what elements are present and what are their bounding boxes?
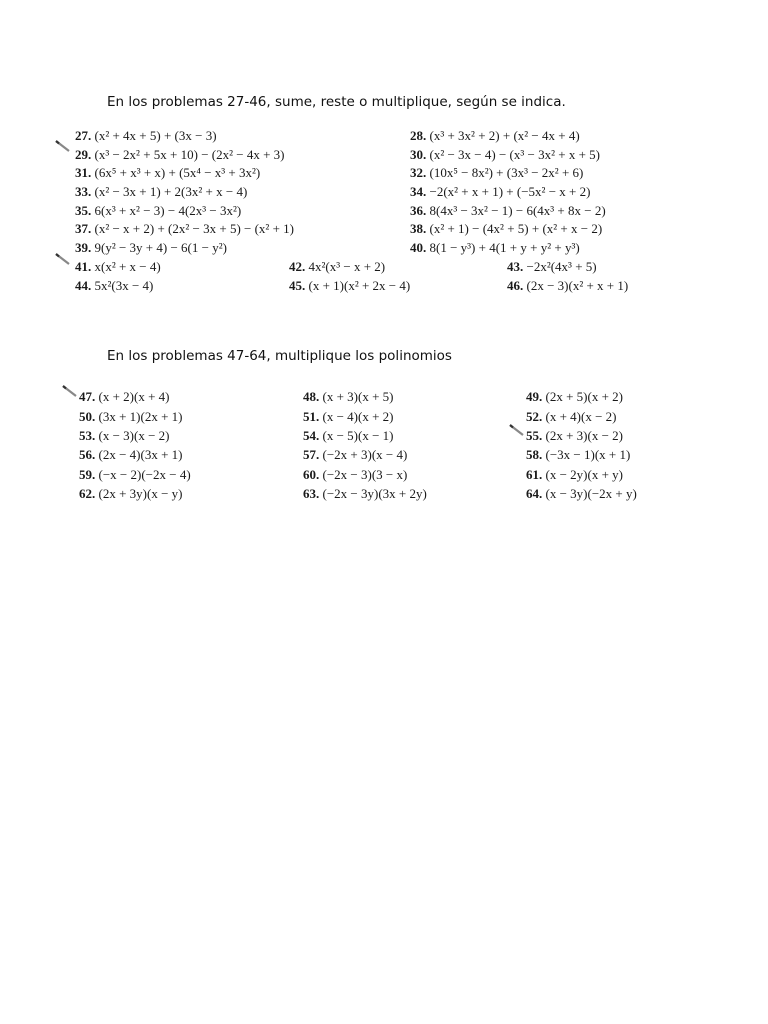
problem-47: 47. (x + 2)(x + 4) (79, 389, 170, 404)
problem-62: 62. (2x + 3y)(x − y) (79, 486, 183, 501)
problem-48: 48. (x + 3)(x + 5) (303, 389, 394, 404)
problem-27: 27. (x² + 4x + 5) + (3x − 3) (75, 128, 217, 143)
problem-38: 38. (x² + 1) − (4x² + 5) + (x² + x − 2) (410, 221, 603, 236)
problem-57: 57. (−2x + 3)(x − 4) (303, 447, 408, 462)
problem-34: 34. −2(x² + x + 1) + (−5x² − x + 2) (410, 184, 591, 199)
pencil-icon (54, 139, 72, 153)
problem-50: 50. (3x + 1)(2x + 1) (79, 409, 183, 424)
problem-37: 37. (x² − x + 2) + (2x² − 3x + 5) − (x² + 1) (75, 221, 294, 236)
section1-heading: En los problemas 27-46, sume, reste o multiplique, según se indica. (107, 94, 566, 110)
problem-58: 58. (−3x − 1)(x + 1) (526, 447, 631, 462)
problem-49: 49. (2x + 5)(x + 2) (526, 389, 623, 404)
problem-45: 45. (x + 1)(x² + 2x − 4) (289, 278, 411, 293)
problem-46: 46. (2x − 3)(x² + x + 1) (507, 278, 629, 293)
problem-42: 42. 4x²(x³ − x + 2) (289, 259, 386, 274)
problem-39: 39. 9(y² − 3y + 4) − 6(1 − y²) (75, 240, 227, 255)
problem-60: 60. (−2x − 3)(3 − x) (303, 467, 408, 482)
problem-63: 63. (−2x − 3y)(3x + 2y) (303, 486, 427, 501)
problem-29: 29. (x³ − 2x² + 5x + 10) − (2x² − 4x + 3) (75, 147, 285, 162)
problem-53: 53. (x − 3)(x − 2) (79, 428, 170, 443)
problem-51: 51. (x − 4)(x + 2) (303, 409, 394, 424)
problem-64: 64. (x − 3y)(−2x + y) (526, 486, 637, 501)
problem-59: 59. (−x − 2)(−2x − 4) (79, 467, 191, 482)
problem-41: 41. x(x² + x − 4) (75, 259, 161, 274)
section2-heading: En los problemas 47-64, multiplique los polinomios (107, 348, 452, 364)
problem-40: 40. 8(1 − y³) + 4(1 + y + y² + y³) (410, 240, 580, 255)
problem-32: 32. (10x⁵ − 8x²) + (3x³ − 2x² + 6) (410, 165, 584, 180)
problem-35: 35. 6(x³ + x² − 3) − 4(2x³ − 3x²) (75, 203, 242, 218)
problem-55: 55. (2x + 3)(x − 2) (526, 428, 623, 443)
problem-31: 31. (6x⁵ + x³ + x) + (5x⁴ − x³ + 3x²) (75, 165, 261, 180)
problem-36: 36. 8(4x³ − 3x² − 1) − 6(4x³ + 8x − 2) (410, 203, 606, 218)
problem-33: 33. (x² − 3x + 1) + 2(3x² + x − 4) (75, 184, 248, 199)
problem-30: 30. (x² − 3x − 4) − (x³ − 3x² + x + 5) (410, 147, 600, 162)
problem-56: 56. (2x − 4)(3x + 1) (79, 447, 183, 462)
pencil-icon (61, 384, 79, 398)
problem-44: 44. 5x²(3x − 4) (75, 278, 154, 293)
problem-28: 28. (x³ + 3x² + 2) + (x² − 4x + 4) (410, 128, 580, 143)
problem-52: 52. (x + 4)(x − 2) (526, 409, 617, 424)
pencil-icon (508, 423, 526, 437)
problem-43: 43. −2x²(4x³ + 5) (507, 259, 597, 274)
pencil-icon (54, 252, 72, 266)
problem-61: 61. (x − 2y)(x + y) (526, 467, 623, 482)
problem-54: 54. (x − 5)(x − 1) (303, 428, 394, 443)
